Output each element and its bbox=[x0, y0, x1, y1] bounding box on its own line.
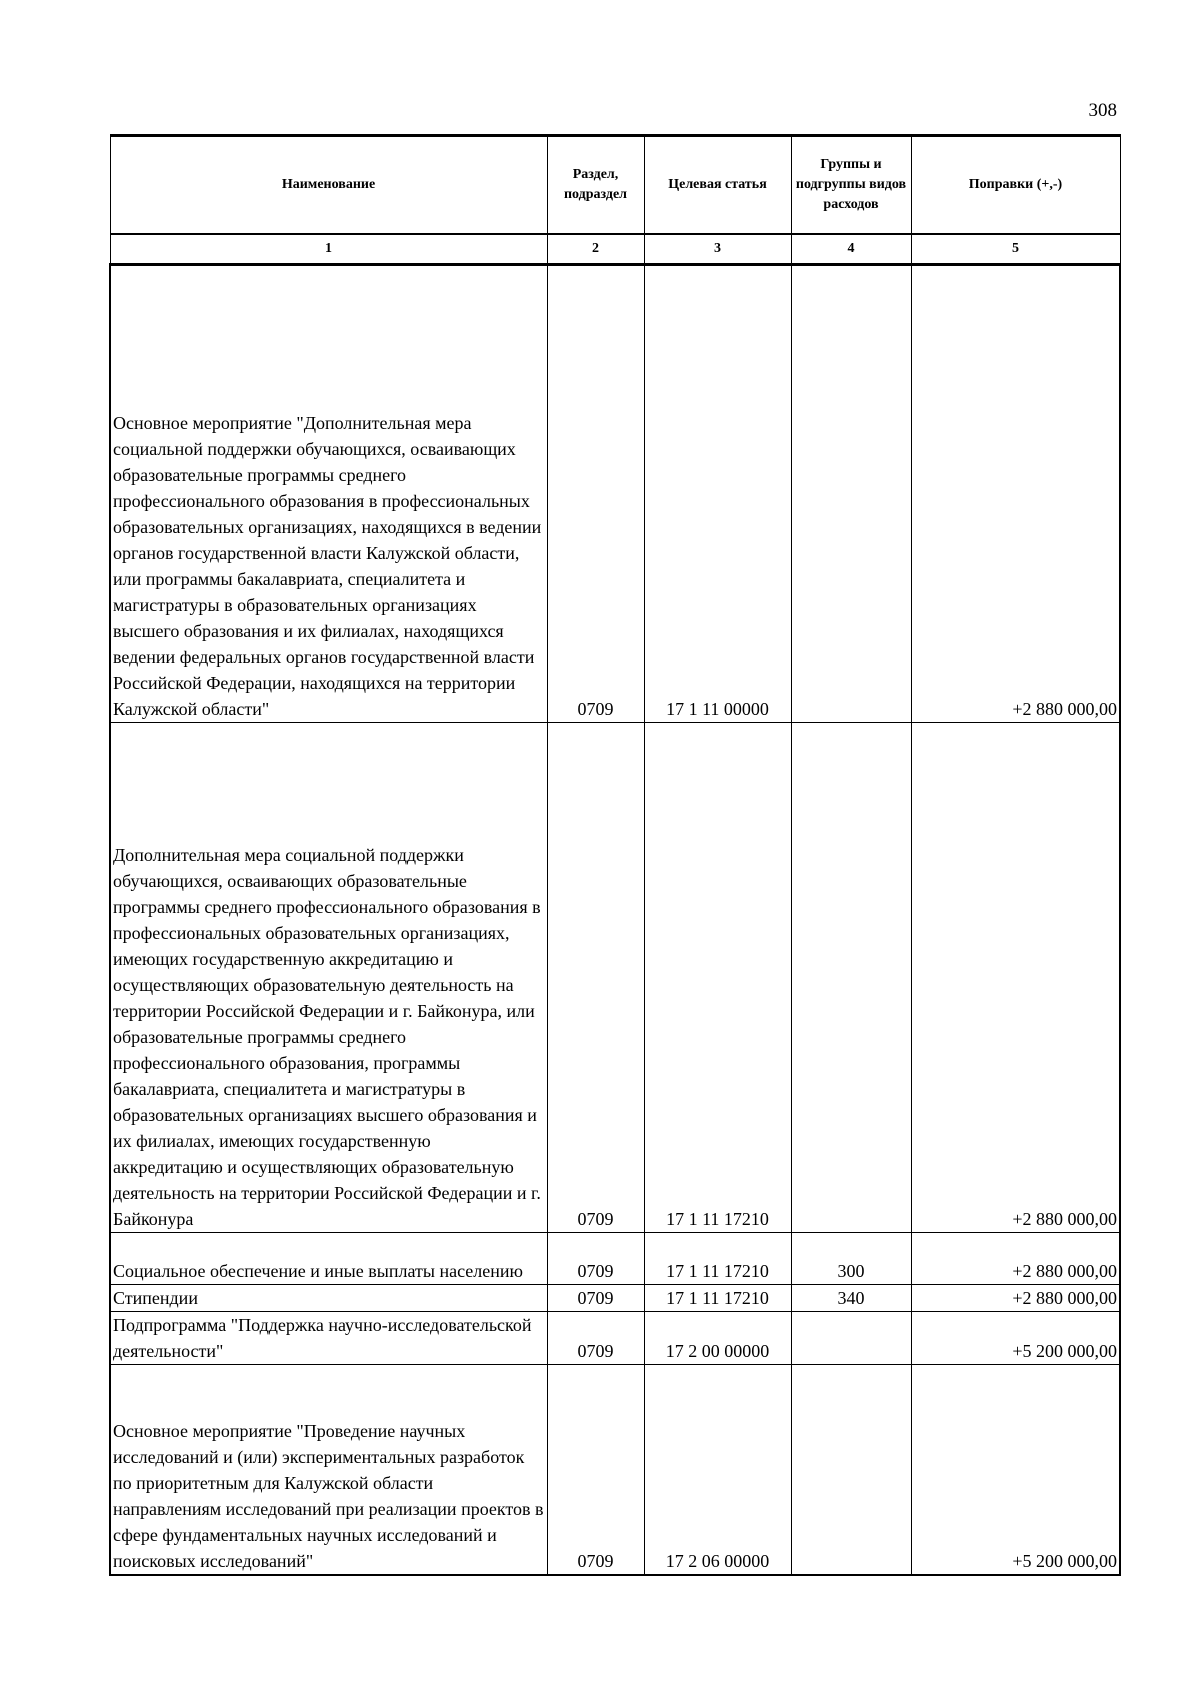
table-row bbox=[110, 1233, 1120, 1285]
row-amount: +5 200 000,00 bbox=[911, 1312, 1120, 1365]
row-group: 340 bbox=[791, 1285, 911, 1312]
column-number-row bbox=[110, 234, 1120, 265]
header-section: Раздел, подраздел bbox=[547, 136, 644, 235]
header-target-article: Целевая статья bbox=[644, 136, 791, 235]
row-name: Основное мероприятие "Проведение научных исследований и (или) экспериментальных разработок по приоритетным для Калужской области направлениям исследований при реализации проектов в сфере фундаментальных научных исследований и поисковых исследований" bbox=[110, 1365, 547, 1575]
row-target: 17 2 06 00000 bbox=[644, 1365, 791, 1575]
row-amount: +2 880 000,00 bbox=[911, 1233, 1120, 1285]
table-row bbox=[110, 1312, 1120, 1365]
row-target: 17 1 11 17210 bbox=[644, 723, 791, 1233]
table-row bbox=[110, 723, 1120, 1233]
table-row bbox=[110, 1285, 1120, 1312]
row-name: Подпрограмма "Поддержка научно-исследовательской деятельности" bbox=[110, 1312, 547, 1365]
row-name: Дополнительная мера социальной поддержки обучающихся, осваивающих образовательные программы среднего профессионального образования в профессиональных образовательных организациях, имеющих государственную аккредитацию и осуществляющих образовательную деятельность на территории Российской Федерации и г. Байконура, или образовательные программы среднего профессионального образования, программы бакалавриата, специалитета и магистратуры в образовательных организациях высшего образования и их филиалах, имеющих государственную аккредитацию и осуществляющих образовательную деятельность на территории Российской Федерации и г. Байконура bbox=[110, 723, 547, 1233]
row-section: 0709 bbox=[547, 723, 644, 1233]
row-target: 17 1 11 17210 bbox=[644, 1285, 791, 1312]
column-number: 2 bbox=[547, 234, 644, 265]
row-amount: +2 880 000,00 bbox=[911, 265, 1120, 723]
header-amendments: Поправки (+,-) bbox=[911, 136, 1120, 235]
row-section: 0709 bbox=[547, 1312, 644, 1365]
table-row bbox=[110, 265, 1120, 723]
row-amount: +2 880 000,00 bbox=[911, 723, 1120, 1233]
row-target: 17 1 11 00000 bbox=[644, 265, 791, 723]
row-group bbox=[791, 723, 911, 1233]
row-name: Основное мероприятие "Дополнительная мера социальной поддержки обучающихся, осваивающих образовательные программы среднего профессионального образования в профессиональных образовательных организациях, находящихся в ведении органов государственной власти Калужской области, или программы бакалавриата, специалитета и магистратуры в образовательных организациях высшего образования и их филиалах, находящихся ведении федеральных органов государственной власти Российской Федерации, находящихся на территории Калужской области" bbox=[110, 265, 547, 723]
column-number: 1 bbox=[110, 234, 547, 265]
row-amount: +2 880 000,00 bbox=[911, 1285, 1120, 1312]
row-name: Стипендии bbox=[110, 1285, 547, 1312]
row-group bbox=[791, 265, 911, 723]
row-section: 0709 bbox=[547, 1285, 644, 1312]
row-target: 17 1 11 17210 bbox=[644, 1233, 791, 1285]
row-group bbox=[791, 1365, 911, 1575]
row-name: Социальное обеспечение и иные выплаты населению bbox=[110, 1233, 547, 1285]
column-number: 4 bbox=[791, 234, 911, 265]
row-group: 300 bbox=[791, 1233, 911, 1285]
table-row bbox=[110, 1365, 1120, 1575]
row-section: 0709 bbox=[547, 1365, 644, 1575]
header-name: Наименование bbox=[110, 136, 547, 235]
header-expense-groups: Группы и подгруппы видов расходов bbox=[791, 136, 911, 235]
table-header-row bbox=[110, 136, 1120, 235]
column-number: 5 bbox=[911, 234, 1120, 265]
row-section: 0709 bbox=[547, 265, 644, 723]
budget-amendments-table bbox=[109, 134, 1121, 1576]
row-group bbox=[791, 1312, 911, 1365]
row-amount: +5 200 000,00 bbox=[911, 1365, 1120, 1575]
column-number: 3 bbox=[644, 234, 791, 265]
page-number: 308 bbox=[1088, 100, 1117, 121]
row-target: 17 2 00 00000 bbox=[644, 1312, 791, 1365]
row-section: 0709 bbox=[547, 1233, 644, 1285]
